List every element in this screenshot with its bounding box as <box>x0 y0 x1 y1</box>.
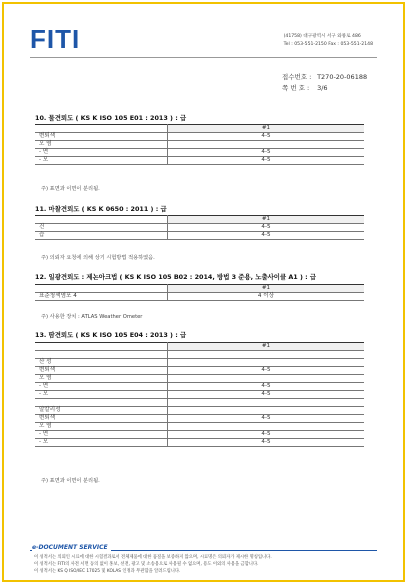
fiti-logo: FITI <box>30 24 81 54</box>
row-label: - 모 <box>35 391 168 399</box>
row-value: 4-5 <box>168 383 365 391</box>
note-s10: 주) 표면과 이면이 분리됨. <box>41 186 100 192</box>
row-label: 알칼리성 <box>35 407 168 415</box>
row-label: 습 <box>35 232 168 240</box>
row-value <box>168 351 365 359</box>
table-row <box>35 359 364 367</box>
row-value: 4-5 <box>168 224 365 232</box>
row-value: 4-5 <box>168 133 365 141</box>
table-row <box>35 224 364 232</box>
table-row <box>35 383 364 391</box>
row-label: 건 <box>35 224 168 232</box>
note-s13: 주) 표면과 이면이 분리됨. <box>41 478 100 484</box>
table-row <box>35 232 364 240</box>
table-row <box>35 351 364 359</box>
row-value: 4-5 <box>168 367 365 375</box>
report-page <box>2 2 405 582</box>
row-value <box>168 375 365 383</box>
note-s12: 주) 사용한 장치 : ATLAS Weather Ometer <box>41 314 143 320</box>
row-value: 4-5 <box>168 431 365 439</box>
row-label: - 면 <box>35 383 168 391</box>
row-label: 변퇴색 <box>35 415 168 423</box>
row-value: 4-5 <box>168 232 365 240</box>
receipt-value: T270-20-06188 <box>317 73 368 81</box>
row-label: - 모 <box>35 157 168 165</box>
address-text: (41758) 대구광역시 서구 와룡로 486 <box>283 34 361 39</box>
footer-line-2: 이 성적서는 FITI의 사전 서면 동의 없이 홍보, 선전, 광고 및 소송용으로 사용될 수 없으며, 용도 이외의 사용을 금합니다. <box>34 562 259 567</box>
receipt-label: 접수번호 : <box>282 73 312 81</box>
table-row <box>35 423 364 431</box>
table-s12 <box>35 284 364 301</box>
section-title-13: 13. 땀견뢰도 ( KS K ISO 105 E04 : 2013 ) : 급 <box>35 331 187 339</box>
row-value: 4-5 <box>168 157 365 165</box>
table-s11 <box>35 215 364 240</box>
row-label: 변퇴색 <box>35 367 168 375</box>
footer-line-1: 이 성적서는 의뢰인 시료에 대한 시험결과로서 전체제품에 대한 품질을 보증하지 않으며, 시료명은 의뢰자가 제시한 명칭입니다. <box>34 555 272 560</box>
row-label: 오 염 <box>35 141 168 149</box>
col-header: #1 <box>168 285 365 293</box>
row-value: 4-5 <box>168 415 365 423</box>
tel-fax-text: Tel : 053-551-2150 Fax : 053-551-2148 <box>283 42 373 47</box>
row-label: - 면 <box>35 149 168 157</box>
row-label: 변퇴색 <box>35 133 168 141</box>
table-row <box>35 415 364 423</box>
table-row <box>35 141 364 149</box>
row-label: 오 염 <box>35 423 168 431</box>
row-value: 4-5 <box>168 439 365 447</box>
row-label <box>35 399 168 407</box>
table-row <box>35 367 364 375</box>
row-value <box>168 423 365 431</box>
section-title-11: 11. 마찰견뢰도 ( KS K 0650 : 2011 ) : 급 <box>35 205 167 213</box>
table-row <box>35 391 364 399</box>
row-label: 오 염 <box>35 375 168 383</box>
footer-title: e-DOCUMENT SERVICE <box>32 544 111 551</box>
header-blank <box>35 285 168 293</box>
row-label <box>35 351 168 359</box>
note-s11: 주) 의뢰자 요청에 의해 상기 시험방법 적용하였음. <box>41 255 155 261</box>
header-divider <box>30 57 377 58</box>
row-value: 4-5 <box>168 391 365 399</box>
table-row <box>35 293 364 301</box>
table-row <box>35 399 364 407</box>
section-title-12: 12. 일광견뢰도 : 제논아크법 ( KS K ISO 105 B02 : 2014, 방법 3 준용, 노출사이클 A1 ) : 급 <box>35 273 317 281</box>
page-value: 3/6 <box>317 84 328 92</box>
row-value: 4 이상 <box>168 293 365 301</box>
row-value <box>168 359 365 367</box>
table-row <box>35 149 364 157</box>
row-value <box>168 407 365 415</box>
row-label: 표준청색염포 4 <box>35 293 168 301</box>
page-label: 쪽 번 호 : <box>282 84 310 92</box>
table-row <box>35 431 364 439</box>
section-title-10: 10. 물견뢰도 ( KS K ISO 105 E01 : 2013 ) : 급 <box>35 114 187 122</box>
row-value <box>168 141 365 149</box>
header-blank <box>35 343 168 351</box>
table-row <box>35 439 364 447</box>
col-header: #1 <box>168 216 365 224</box>
report-meta <box>282 72 367 94</box>
header-blank <box>35 216 168 224</box>
col-header: #1 <box>168 343 365 351</box>
address-block <box>284 33 373 49</box>
row-value: 4-5 <box>168 149 365 157</box>
footer-line-3: 이 성적서는 KS Q ISO/IEC 17025 및 KOLAS 인정과 무관함을 알려드립니다. <box>34 569 181 574</box>
header-blank <box>35 125 168 133</box>
table-row <box>35 157 364 165</box>
row-value <box>168 399 365 407</box>
table-s10 <box>35 124 364 165</box>
row-label: - 모 <box>35 439 168 447</box>
row-label: - 면 <box>35 431 168 439</box>
table-row <box>35 375 364 383</box>
col-header: #1 <box>168 125 365 133</box>
table-row <box>35 133 364 141</box>
table-row <box>35 407 364 415</box>
row-label: 산 성 <box>35 359 168 367</box>
table-s13 <box>35 342 364 447</box>
